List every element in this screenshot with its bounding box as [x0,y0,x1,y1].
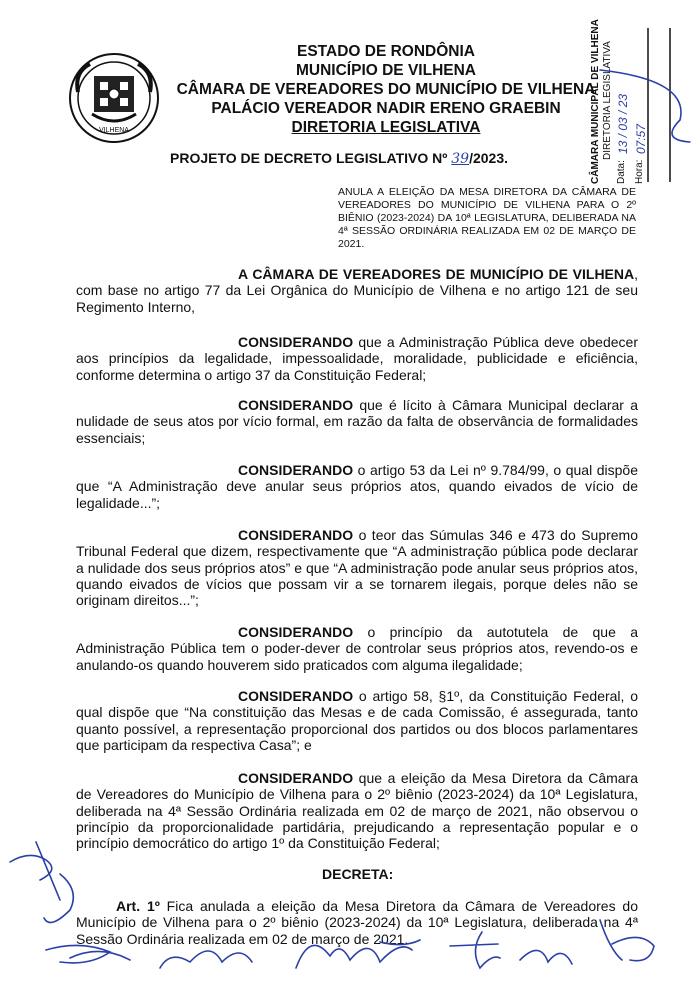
header-palace: PALÁCIO VEREADOR NADIR ERENO GRAEBIN [211,100,561,117]
considerando-text: o artigo 58, §1º, da Constituição Federal, o qual dispõe que “Na constituição das Mesas e de cada Comissão, é assegurada, tanto quanto possível, a representação proporcional dos partidos ou dos blocos parlamentares que participam da respectiva Casa”; e [76,688,638,753]
project-title [170,150,508,167]
considerando-text: que a Administração Pública deve obedecer aos princípios da legalidade, impessoalidade, moralidade, publicidade e eficiência, conforme determina o artigo 37 da Constituição Federal; [76,334,638,383]
considerando-label: CONSIDERANDO [238,527,354,543]
considerando-2 [76,397,638,446]
considerando-text: que é lícito à Câmara Municipal declarar a nulidade de seus atos por vício formal, em razão da falta de observância de formalidades essenciais; [76,397,638,446]
decreta-heading: DECRETA: [322,866,394,882]
project-number: 39 [451,151,470,167]
considerando-7 [76,770,638,851]
header-state: ESTADO DE RONDÔNIA [297,43,475,60]
considerando-1 [76,334,638,383]
document-header [160,42,612,137]
considerando-text: que a eleição da Mesa Diretora da Câmara de Vereadores do Município de Vilhena para o 2º biênio (2023-2024) da 10ª Legislatura, deliberada na 4ª Sessão Ordinária realizada em 02 de março de 2021, não observou o princípio da proporcionalidade partidária, prejudicando a representação popular e o princípio democrático do artigo 1º da Constituição Federal; [76,770,638,852]
article-label: Art. 1º [116,898,160,914]
considerando-label: CONSIDERANDO [238,770,354,786]
considerando-4 [76,527,638,608]
considerando-text: o teor das Súmulas 346 e 473 do Supremo Tribunal Federal que dizem, respectivamente que “A administração pública pode declarar a nulidade dos seus próprios atos” e que “A administração pode anular seus próprios atos, quando eivados de vícios que possam vir a se tornarem ilegais, porque deles não se originam direitos...”; [76,527,638,609]
stamp-hora-label: Hora: [634,159,645,184]
project-prefix: PROJETO DE DECRETO LEGISLATIVO Nº [170,150,448,166]
header-directorate: DIRETORIA LEGISLATIVA [291,119,481,136]
municipal-seal-logo [68,52,160,144]
considerando-6 [76,688,638,753]
considerando-label: CONSIDERANDO [238,397,354,413]
considerando-label: CONSIDERANDO [238,334,354,350]
stamp-data-value: 13 / 03 / 23 [616,93,630,154]
considerando-label: CONSIDERANDO [238,688,354,704]
considerando-label: CONSIDERANDO [238,462,354,478]
considerando-text: o artigo 53 da Lei nº 9.784/99, o qual dispõe que “A Administração deve anular seus próprios atos, quando eivados de vício de legalidade...”; [76,462,638,511]
header-chamber: CÂMARA DE VEREADORES DO MUNICÍPIO DE VILHENA [176,81,596,98]
considerando-text: o princípio da autotutela de que a Administração Pública tem o poder-dever de controlar seus próprios atos, revendo-os e anulando-os quando houverem sido praticados com alguma ilegalidade; [76,624,638,673]
considerando-label: CONSIDERANDO [238,624,354,640]
stamp-directorate-label: DIRETORIA LEGISLATIVA [602,41,613,160]
considerando-5 [76,624,638,673]
considerando-3 [76,462,638,511]
stamp-hora-value: 07:57 [634,123,648,154]
preamble-text: , com base no artigo 77 da Lei Orgânica do Município de Vilhena e no artigo 121 de seu Regimento Interno, [76,266,638,315]
stamp-chamber-label: CÂMARA MUNICIPAL DE VILHENA [590,19,601,184]
preamble-bold: A CÂMARA DE VEREADORES DE MUNICÍPIO DE VILHENA [238,266,635,282]
header-municipality: MUNICÍPIO DE VILHENA [296,62,476,79]
article-text: Fica anulada a eleição da Mesa Diretora da Câmara de Vereadores do Município de Vilhena para o 2º biênio (2023-2024) da 10ª Legislatura, deliberada na 4ª Sessão Ordinária realizada em 02 de março de 2021. [76,898,638,947]
svg-text:VILHENA: VILHENA [99,127,129,134]
protocol-stamp [586,19,696,188]
ementa: ANULA A ELEIÇÃO DA MESA DIRETORA DA CÂMARA DE VEREADORES DO MUNICÍPIO DE VILHENA PARA O 2º BIÊNIO (2023-2024) DA 10ª LEGISLATURA, DELIBERADA NA 4ª SESSÃO ORDINÁRIA REALIZADA EM 02 DE MARÇO DE 2021. [338,186,636,250]
article-1 [76,898,638,947]
preamble [76,266,638,315]
stamp-data-label: Data: [616,160,627,184]
project-suffix: /2023. [469,150,509,166]
